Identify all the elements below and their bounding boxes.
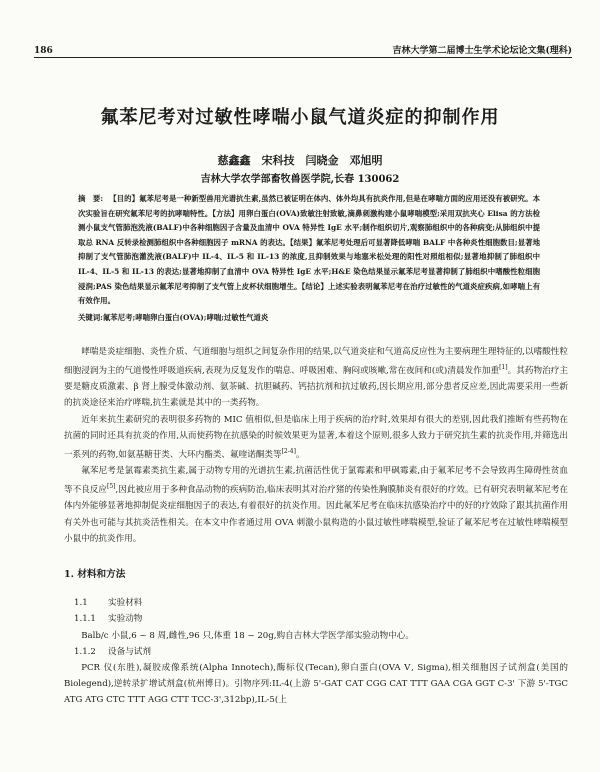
intro-paragraph-2 <box>64 412 568 463</box>
paragraph-text: ,因此被应用于多种食品动物的疾病防治,临床表明其对治疗猪的传染性胸膜肺炎有很好的疗效。已有研究表明氟苯尼考在体内外能够显著地抑制促炎症细胞因子的表达,有着很好的抗炎作用。因此氟苯尼考在临床抗感染治疗中的好的疗效除了跟其抗菌作用有关外也可能与其抗炎活性相关。在本文中作者通过用 OVA 刺激小鼠构造的小鼠过敏性哮喘模型,验证了氟苯尼考在过敏性哮喘模型小鼠中的抗炎作用。 <box>64 485 568 544</box>
subsubsection-number: 1.1.1 <box>74 614 96 625</box>
main-text <box>64 344 568 709</box>
abstract <box>78 192 540 325</box>
subsection-number: 1.1 <box>74 598 88 609</box>
keywords-label: 关键词: <box>78 312 103 322</box>
paper-title: 氟苯尼考对过敏性哮喘小鼠气道炎症的抑制作用 <box>100 107 500 128</box>
subsection-label: 实验材料 <box>108 598 143 609</box>
abstract-body: 【目的】氟苯尼考是一种新型兽用光谱抗生素,虽然已被证明在体内、体外均具有抗炎作用,但是在哮喘方面的应用还没有被研究。本次实验旨在研究氟苯尼考的抗哮喘特性。【方法】用卵白蛋白(OVA)致敏注射致敏,滴鼻刺激构建小鼠哮喘模型;采用双抗夹心 Elisa 的方法检测小鼠支气管肺泡洗液(BALF)中各种细胞因子含量及血清中 OVA 特异性 IgE 水平;制作组织切片,观察肺组织中的各种病变;从肺组织中提取总 RNA 反转录检测肺组织中各种细胞因子 mRNA 的表达。【结果】氟苯尼考处理后可显著降低哮喘 BALF 中各种炎性细胞数目;显著地抑制了支气管肺泡灌洗液(BALF)中 IL-4、IL-5 和 IL-13 的浓度,且抑制效果与地塞米松处理的阳性对照组相似;显著地抑制了肺组织中 IL-4、IL-5 和 IL-13 的表达;显著地抑制了血清中 OVA 特异性 IgE 水平;H&E 染色结果显示氟苯尼考显著抑制了肺组织中嗜酸性粒细胞浸润;PAS 染色结果显示氟苯尼考抑制了支气管上皮杯状细胞增生。【结论】上述实验表明氟苯尼考在治疗过敏性的气道炎症疾病,如哮喘上有有效作用。 <box>78 194 541 306</box>
journal-name: 吉林大学第二届博士生学术论坛论文集(理科) <box>392 46 572 56</box>
section-heading: 1. 材料和方法 <box>64 569 126 581</box>
page-number: 186 <box>34 46 53 56</box>
paragraph-text: 近年来抗生素研究的表明很多药物的 MIC 值相似,但是临床上用于疾病的治疗时,效果却有很大的差别,因此我们推断有些药物在抗菌的同时还具有抗炎的作用,从而使药物在抗感染的时候效果更为显著,本着这个原则,很多人致力于研究抗生素的抗炎作用,并筛选出一系列的药物,如氨基糖苷类、大环内酯类、氟喹诺酮类等 <box>64 414 568 460</box>
subsubsection-heading <box>64 611 568 627</box>
citation: [2-4] <box>281 448 296 456</box>
abstract-text <box>78 192 540 309</box>
subsection-heading <box>64 595 568 611</box>
citation: [1] <box>499 364 508 372</box>
equipment-paragraph: PCR 仪(东胜),凝胶成像系统(Alpha Innotech),酶标仪(Tecan),卵白蛋白(OVA Ⅴ, Sigma),相关细胞因子试剂盒(美国的 Biolegend),逆转录扩增试剂盒(杭州博日)。引物序列:IL-4(上游 5'-GAT CAT CGG CAT TTT GAA CGA GGT C-3' 下游 5'-TGC ATG ATG CTC TTT AGG CTT TCC-3',312bp),IL-5(上 <box>64 663 568 706</box>
paragraph-text: 。其药物治疗主要是糖皮质激素、β 肾上腺受体激动剂、氨茶碱、抗胆碱药、钙拮抗剂和抗过敏药,因长期应用,部分患者反应差,因此需要采用一些新的抗炎途径来治疗哮喘,抗生素就是其中的一类药物。 <box>64 366 568 409</box>
keywords-text: 氟苯尼考;哮喘卵白蛋白(OVA);哮喘;过敏性气道炎 <box>102 312 269 322</box>
subsubsection-label: 实验动物 <box>108 614 143 625</box>
paragraph-text: 。 <box>295 449 305 460</box>
abstract-label: 摘 要: <box>78 194 104 203</box>
header-rule <box>34 57 572 58</box>
animals-paragraph: Balb/c 小鼠,6 ~ 8 周,雌性,96 只,体重 18 ~ 20g,购自吉林大学医学部实验动物中心。 <box>81 630 414 641</box>
author-list: 慈鑫鑫 宋科技 闫晓金 邓旭明 <box>217 154 383 167</box>
keywords <box>78 311 540 326</box>
subsubsection-heading <box>64 644 568 660</box>
running-header <box>34 40 572 56</box>
paragraph-text: 氟苯尼考是氯霉素类抗生素,属于动物专用的光谱抗生素,抗菌活性优于氯霉素和甲砜霉素,由于氟苯尼考不会导致再生障碍性贫血等不良反应 <box>64 466 568 496</box>
intro-paragraph-1 <box>64 344 568 412</box>
affiliation: 吉林大学农学部畜牧兽医学院,长春 130062 <box>200 174 400 185</box>
intro-paragraph-3 <box>64 463 568 547</box>
subsubsection-label: 设备与试剂 <box>108 646 151 657</box>
paragraph-text: 哮喘是炎症细胞、炎性介质、气道细胞与组织之间复杂作用的结果,以气道炎症和气道高反应性为主要病理生理特征的,以嗜酸性粒细胞浸润为主的气道慢性呼吸道疾病,表现为反复发作的喘息、呼吸困难、胸闷或咳嗽,常在夜间和(或)清晨发作加重 <box>64 347 568 377</box>
citation: [5] <box>106 483 116 491</box>
subsubsection-number: 1.1.2 <box>74 646 96 657</box>
